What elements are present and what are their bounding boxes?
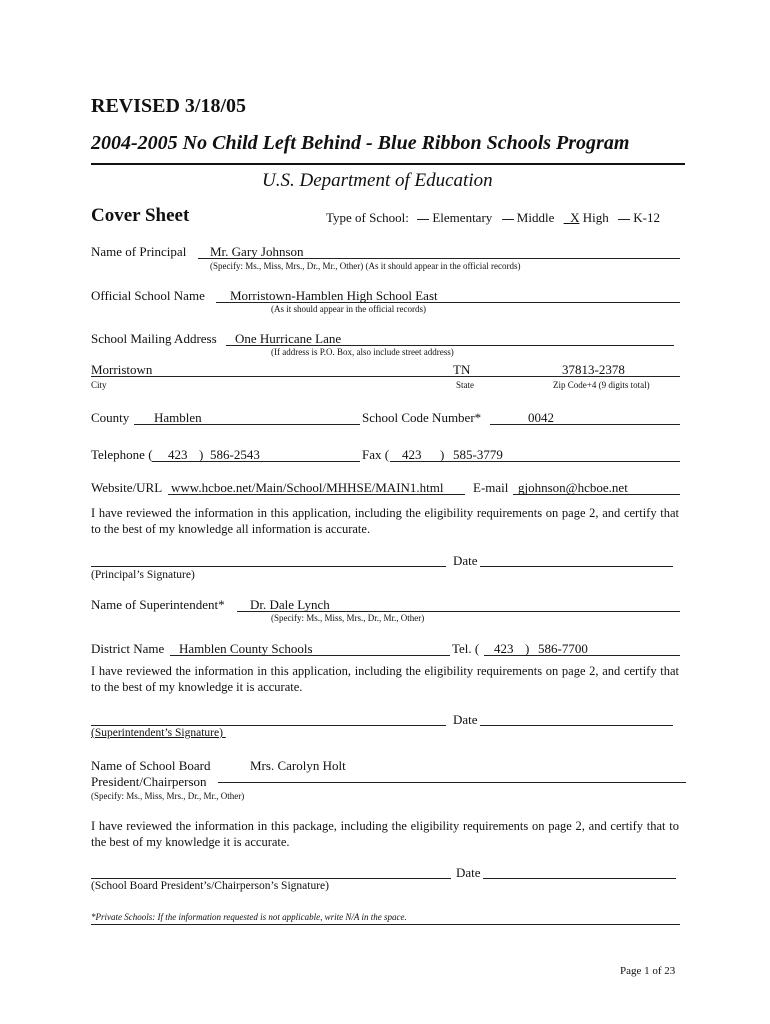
superintendent-label: Name of Superintendent* [91, 597, 225, 612]
board-signature-line[interactable] [91, 878, 451, 879]
principal-date-line[interactable] [480, 566, 673, 567]
school-code-field[interactable]: 0042 [528, 410, 554, 425]
k12-checkbox[interactable] [618, 219, 630, 220]
county-label: County [91, 410, 130, 425]
telephone-label: Telephone ( [91, 447, 153, 462]
board-date-label: Date [456, 865, 481, 880]
district-label: District Name [91, 641, 165, 656]
district-name-field[interactable]: Hamblen County Schools [179, 641, 313, 656]
board-president-field[interactable]: Mrs. Carolyn Holt [250, 758, 346, 773]
board-certification: I have reviewed the information in this package, including the eligibility requirements on page 2, and certify that to the best of my knowledge it is accurate. [91, 819, 679, 849]
high-selected-mark: X [570, 210, 580, 225]
fax-line [390, 461, 680, 462]
department-name: U.S. Department of Education [262, 170, 493, 191]
principal-hint: (Specify: Ms., Miss, Mrs., Dr., Mr., Other) (As it should appear in the official records) [210, 261, 521, 271]
school-type-label: Type of School: [326, 210, 409, 225]
school-type-row [326, 210, 660, 226]
board-label-line2: President/Chairperson [91, 774, 207, 789]
page-number: Page 1 of 23 [620, 965, 676, 977]
district-tel-paren: ) [525, 641, 530, 656]
fax-area-field[interactable]: 423 [402, 447, 422, 462]
website-label: Website/URL [91, 480, 163, 495]
zip-field[interactable]: 37813-2378 [562, 362, 625, 377]
principal-label: Name of Principal [91, 244, 187, 259]
board-signature-caption: (School Board President’s/Chairperson’s Signature) [91, 880, 329, 892]
elementary-checkbox[interactable] [417, 219, 429, 220]
county-field[interactable]: Hamblen [154, 410, 202, 425]
superintendent-certification: I have reviewed the information in this application, including the eligibility requirements on page 2, and certify that to the best of my knowledge it is accurate. [91, 664, 679, 694]
option-high: High [582, 210, 609, 225]
school-name-field[interactable]: Morristown-Hamblen High School East [230, 288, 438, 303]
revised-date: REVISED 3/18/05 [91, 95, 247, 117]
high-checkbox[interactable] [564, 210, 580, 225]
website-field[interactable]: www.hcboe.net/Main/School/MHHSE/MAIN1.html [171, 480, 444, 495]
district-tel-number-field[interactable]: 586-7700 [538, 641, 588, 656]
district-tel-label: Tel. ( [452, 641, 480, 656]
superintendent-hint: (Specify: Ms., Miss, Mrs., Dr., Mr., Other) [271, 613, 425, 623]
fax-number-field[interactable]: 585-3779 [453, 447, 503, 462]
district-tel-area-field[interactable]: 423 [494, 641, 514, 656]
email-label: E-mail [473, 480, 509, 495]
principal-signature-line[interactable] [91, 566, 446, 567]
principal-signature-caption: (Principal’s Signature) [91, 569, 195, 581]
superintendent-signature-caption: (Superintendent’s Signature) [91, 727, 223, 739]
telephone-area-field[interactable]: 423 [168, 447, 188, 462]
school-code-line [490, 424, 680, 425]
school-code-label: School Code Number* [362, 410, 482, 425]
principal-date-label: Date [453, 553, 478, 568]
principal-certification: I have reviewed the information in this application, including the eligibility requirements on page 2, and certify that to the best of my knowledge all information is accurate. [91, 506, 679, 536]
superintendent-signature-line[interactable] [91, 725, 446, 726]
school-name-hint: (As it should appear in the official records) [271, 304, 427, 314]
principal-name-field[interactable]: Mr. Gary Johnson [210, 244, 304, 259]
city-field[interactable]: Morristown [91, 362, 153, 377]
superintendent-date-line[interactable] [480, 725, 673, 726]
fax-paren: ) [440, 447, 445, 462]
footnote-rule [91, 924, 680, 925]
state-label: State [456, 380, 474, 390]
board-date-line[interactable] [483, 878, 676, 879]
title-rule [91, 163, 685, 165]
superintendent-date-label: Date [453, 712, 478, 727]
telephone-number-field[interactable]: 586-2543 [210, 447, 260, 462]
city-label: City [91, 380, 107, 390]
program-title: 2004-2005 No Child Left Behind - Blue Ribbon Schools Program [91, 132, 630, 154]
board-president-line [218, 782, 686, 783]
mailing-address-label: School Mailing Address [91, 331, 217, 346]
mailing-address-field[interactable]: One Hurricane Lane [235, 331, 342, 346]
option-elementary: Elementary [432, 210, 493, 225]
option-middle: Middle [516, 210, 555, 225]
mailing-address-hint: (If address is P.O. Box, also include street address) [271, 347, 454, 357]
board-label-line1: Name of School Board [91, 758, 211, 773]
option-k12: K-12 [633, 210, 660, 225]
private-schools-footnote: *Private Schools: If the information requested is not applicable, write N/A in the space. [91, 912, 407, 922]
telephone-paren: ) [199, 447, 204, 462]
school-name-label: Official School Name [91, 288, 205, 303]
state-field[interactable]: TN [453, 362, 471, 377]
superintendent-name-field[interactable]: Dr. Dale Lynch [250, 597, 330, 612]
cover-sheet-title: Cover Sheet [91, 205, 190, 226]
email-field[interactable]: gjohnson@hcboe.net [518, 480, 628, 495]
board-hint: (Specify: Ms., Miss, Mrs., Dr., Mr., Other) [91, 791, 245, 801]
middle-checkbox[interactable] [502, 219, 514, 220]
fax-label: Fax ( [362, 447, 390, 462]
zip-label: Zip Code+4 (9 digits total) [553, 380, 650, 390]
